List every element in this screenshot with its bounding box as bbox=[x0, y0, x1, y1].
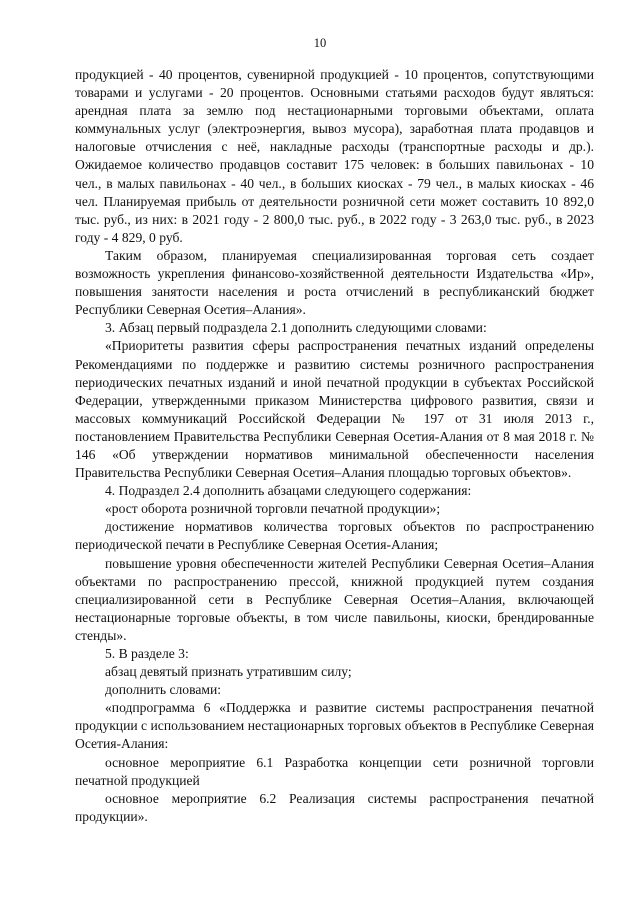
paragraph-ninth-abolished: абзац девятый признать утратившим силу; bbox=[105, 664, 352, 680]
paragraph-sales-structure: продукцией - 40 процентов, сувенирной продукцией - 10 процентов, сопутствующими товарами и услугами - 20 процентов. Основными статьями расходов будут являться: арендная плата за землю под нестационарными торговыми объектами, оплата коммунальных услуг (электроэнергия, вывоз мусора), заработная плата продавцов и налоговые отчисления с неё, накладные расходы (транспортные расходы и др.). Ожидаемое количество продавцов составит 175 человек: в больших павильонах - 10 чел., в малых павильонах - 40 чел., в больших киосках - 79 чел., в малых киосках - 46 чел. Планируемая прибыль от деятельности розничной сети может составить 10 892,0 тыс. руб., из них: в 2021 году - 2 800,0 тыс. руб., в 2022 году - 3 263,0 тыс. руб., в 2023 году - 4 829, 0 руб. bbox=[75, 67, 594, 245]
document-body bbox=[75, 66, 594, 826]
paragraph-item-3: 3. Абзац первый подраздела 2.1 дополнить следующими словами: bbox=[105, 320, 487, 336]
paragraph-measure-6-2: основное мероприятие 6.2 Реализация системы распространения печатной продукции». bbox=[75, 790, 594, 824]
page-number: 10 bbox=[313, 36, 327, 50]
paragraph-supply-level: повышение уровня обеспеченности жителей Республики Северная Осетия–Алания объектами по распространению прессой, книжной продукцией путем создания специализированной сети в Республике Северная Осетия–Алания, включающей нестационарные торговые объекты, в том числе павильоны, киоски, брендированные стенды». bbox=[75, 555, 594, 643]
paragraph-norms-achievement: достижение нормативов количества торговых объектов по распространению периодической печати в Республике Северная Осетия-Алания; bbox=[75, 519, 594, 553]
paragraph-item-4: 4. Подраздел 2.4 дополнить абзацами следующего содержания: bbox=[105, 483, 472, 499]
paragraph-subprogram-6: «подпрограмма 6 «Поддержка и развитие системы распространения печатной продукции с использованием нестационарных торговых объектов в Республике Северная Осетия-Алания: bbox=[75, 700, 594, 752]
paragraph-conclusion: Таким образом, планируемая специализированная торговая сеть создает возможность укрепления финансово-хозяйственной деятельности Издательства «Ир», повышения занятости населения и роста отчислений в республиканский бюджет Республики Северная Осетия–Алания». bbox=[75, 247, 594, 318]
paragraph-item-5: 5. В разделе 3: bbox=[105, 646, 189, 661]
paragraph-measure-6-1: основное мероприятие 6.1 Разработка концепции сети розничной торговли печатной продукцией bbox=[75, 754, 594, 788]
paragraph-turnover-growth: «рост оборота розничной торговли печатной продукции»; bbox=[105, 501, 441, 517]
paragraph-add-words: дополнить словами: bbox=[105, 682, 222, 698]
paragraph-priorities-quote: «Приоритеты развития сферы распространения печатных изданий определены Рекомендациями по поддержке и развитию системы розничного распространения периодических печатных изданий и иной печатной продукции в субъектах Российской Федерации, утвержденными приказом Министерства цифрового развития, связи и массовых коммуникаций Российской Федерации № 197 от 31 июля 2013 г., постановлением Правительства Республики Северная Осетия-Алания от 8 мая 2018 г. № 146 «Об утверждении нормативов минимальной обеспеченности населения Правительства Республики Северная Осетия–Алания площадью торговых объектов». bbox=[75, 338, 594, 481]
